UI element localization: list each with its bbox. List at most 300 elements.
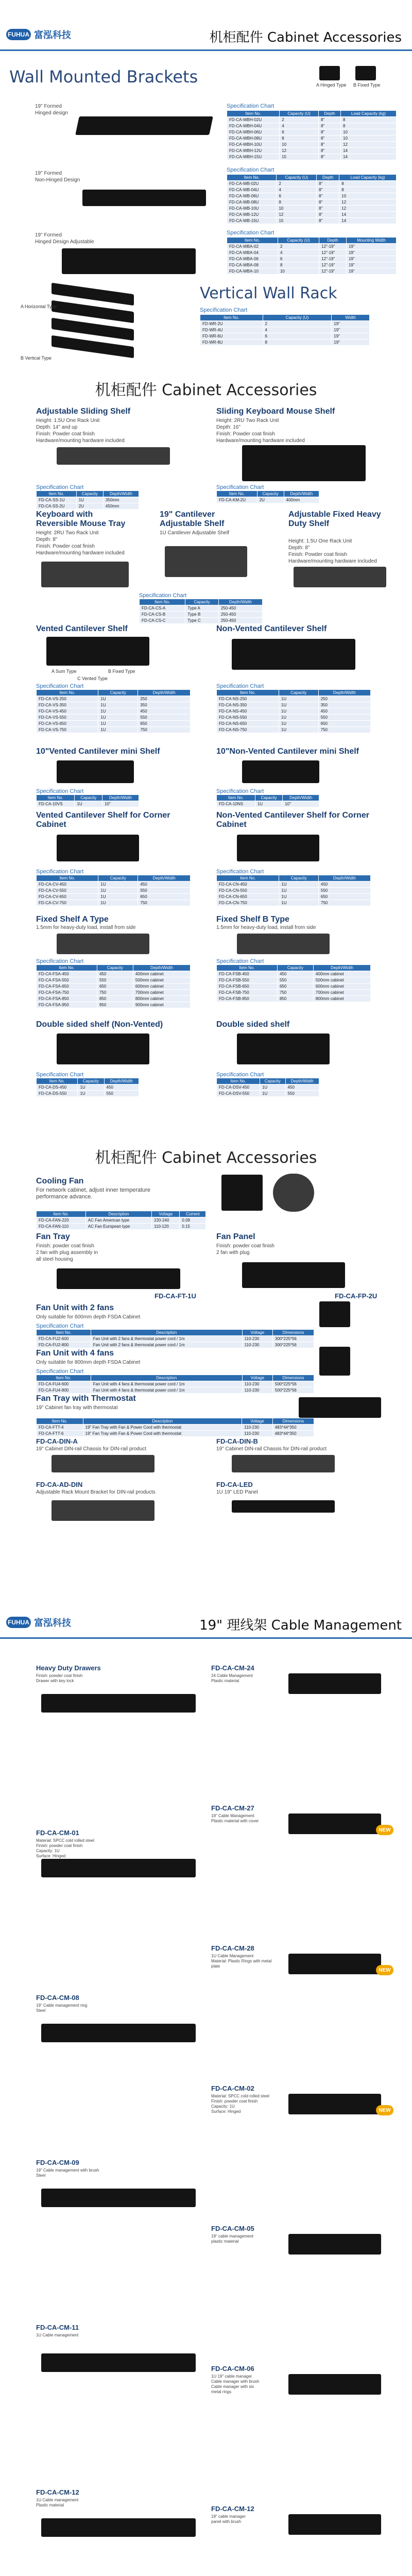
table-cell: 350mm	[103, 497, 139, 503]
table-header-cell: Capacity	[75, 795, 102, 801]
table-cell: 450	[318, 882, 370, 888]
wall-bracket-adjustable-image	[62, 248, 196, 274]
table-header-cell: Item No.	[37, 1078, 78, 1084]
spec-table-mini-nonvented	[216, 794, 319, 807]
table-row	[227, 206, 397, 212]
table-cell: FD-CA-CN-550	[217, 888, 279, 894]
table-header-cell: Depth/Width	[102, 795, 139, 801]
product-10in-vented-mini: 10"Vented Cantilever mini Shelf	[36, 747, 160, 756]
table-cell: 1U	[98, 727, 138, 733]
table-cell: 1U	[98, 900, 138, 906]
table-cell: 19"	[346, 250, 396, 256]
table-cell: 4	[263, 327, 332, 333]
table-cell: 250	[318, 696, 370, 702]
brand-name-cn: 富泓科技	[34, 30, 71, 41]
table-row	[227, 148, 397, 154]
table-cell: 1U	[279, 696, 318, 702]
table-header-cell: Capacity	[76, 491, 103, 497]
vwr-type-b-label: B Vertical Type	[21, 355, 52, 361]
table-cell: FD-CA-FSB-450	[217, 971, 278, 977]
wall-bracket-hinged-image	[75, 116, 213, 135]
table-row	[227, 244, 397, 250]
cm-item-desc: 19" Cable management with brush Steel	[36, 2168, 99, 2178]
table-row	[200, 340, 370, 346]
table-cell: 483*44*350	[272, 1425, 314, 1431]
cm-item-code: FD-CA-CM-27	[211, 1804, 254, 1812]
table-header-cell: Item No.	[37, 965, 97, 971]
table-cell: FD-CA-KM-2U	[217, 497, 258, 503]
product-desc-fan-unit-2: Only suitable for 600mm depth FSDA Cabinet	[36, 1314, 141, 1320]
table-cell: 19" Fan Tray with Fan & Power Cord with thermostat	[83, 1431, 242, 1437]
table-cell: 2	[277, 181, 317, 187]
table-header-cell: Depth/Width	[103, 491, 139, 497]
fan-panel-code: FD-CA-FP-2U	[335, 1292, 377, 1300]
table-cell: Fan Unit with 4 fans & thermostat power cord / 1m	[91, 1387, 242, 1394]
product-desc-13: 1.5mm for heavy-duty load, install from side	[216, 925, 316, 930]
spec-label-fu2: Specification Chart	[36, 1323, 84, 1329]
product-desc-fan-unit-4: Only suitable for 800mm depth FSDA Cabinet	[36, 1360, 141, 1365]
spec-label-3: Specification Chart	[227, 230, 274, 236]
table-cell: 19"	[332, 321, 370, 327]
table-cell: 1U	[78, 1084, 104, 1091]
din-b-image	[232, 1455, 335, 1472]
spec-table-thermostat	[36, 1418, 314, 1437]
table-cell: FD-CA-NS-450	[217, 708, 279, 715]
table-cell: FD-CA-CV-650	[37, 894, 98, 900]
table-cell: 750	[97, 990, 133, 996]
cm-item-image	[41, 2353, 196, 2372]
table-cell: 250-450	[218, 618, 262, 624]
table-cell: FD-CA-FTT-4	[37, 1425, 83, 1431]
table-cell: FD-CA-10NS	[217, 801, 255, 807]
table-header-cell: Capacity	[78, 1078, 104, 1084]
table-header-cell: Depth/Width	[285, 1078, 319, 1084]
table-cell: 350	[318, 702, 370, 708]
table-header-cell: Item No.	[140, 599, 185, 605]
product-vented-corner: Vented Cantilever Shelf for Corner Cabinet	[36, 811, 170, 829]
table-header-cell: Item No.	[37, 1418, 83, 1425]
spec-label-acc-m: Specification Chart	[216, 1072, 264, 1078]
table-cell: 750	[277, 990, 313, 996]
table-cell: 1U	[279, 721, 318, 727]
table-cell: 12"-19"	[319, 250, 347, 256]
table-cell: 12	[339, 199, 397, 206]
table-header-cell: Depth/Width	[138, 690, 191, 696]
table-cell: FD-CA-WB-08U	[227, 199, 277, 206]
table-row	[217, 984, 371, 990]
table-cell: 1U	[76, 497, 103, 503]
table-cell: 2U	[76, 503, 103, 510]
table-cell: FD-CA-FSA-650	[37, 984, 97, 990]
table-cell: FD-CA-WBH-02U	[227, 117, 280, 123]
table-header-cell: Dimensions	[272, 1418, 314, 1425]
table-cell: 19"	[346, 256, 396, 262]
table-cell: 2	[278, 244, 319, 250]
table-cell: FD-CA-WBH-06U	[227, 129, 280, 135]
table-header-cell: Mounting Width	[346, 238, 396, 244]
heavy-duty-shelf-image	[294, 567, 386, 587]
vented-corner-image	[57, 835, 139, 861]
din-b-code: FD-CA-DIN-B	[216, 1437, 258, 1445]
table-cell: 650	[318, 721, 370, 727]
table-row	[217, 715, 371, 721]
table-cell: 12"-19"	[319, 268, 347, 275]
table-cell: FD-CA-DS-450	[37, 1084, 78, 1091]
table-cell: FD-CA-WB-10U	[227, 206, 277, 212]
table-cell: 800mm cabinet	[313, 996, 370, 1002]
table-cell: 8"	[317, 206, 339, 212]
product-adjustable-sliding-shelf: Adjustable Sliding Shelf	[36, 407, 131, 416]
fan-tray-code: FD-CA-FT-1U	[154, 1292, 196, 1300]
spec-table-fan-unit-4	[36, 1375, 314, 1394]
table-cell: FD-CA-FTT-6	[37, 1431, 83, 1437]
table-cell: 550	[285, 1091, 319, 1097]
spec-table-vented-corner	[36, 875, 191, 906]
nonvented-corner-image	[237, 835, 319, 861]
table-cell: 10	[280, 142, 319, 148]
keyboard-shelf-image	[242, 445, 366, 481]
table-cell: 450	[97, 971, 133, 977]
table-cell: 1U	[98, 715, 138, 721]
table-cell: 8	[263, 340, 332, 346]
table-cell: 550	[138, 888, 191, 894]
cm-item-code: FD-CA-CM-02	[211, 2084, 254, 2092]
table-cell: 6	[278, 256, 319, 262]
table-cell: 500*225*56	[273, 1381, 314, 1387]
table-cell: 1U	[98, 894, 138, 900]
table-header-cell: Depth/Width	[283, 795, 319, 801]
table-cell: 19"	[332, 333, 370, 340]
table-cell: 12	[339, 206, 397, 212]
table-row	[217, 696, 371, 702]
table-cell: 12"-19"	[319, 262, 347, 268]
table-row	[227, 199, 397, 206]
table-row	[140, 605, 263, 612]
table-row	[217, 1091, 319, 1097]
table-cell: 250-450	[218, 605, 262, 612]
product-fan-tray-thermostat: Fan Tray with Thermostat	[36, 1394, 136, 1403]
table-cell: FD-CA-FSA-450	[37, 971, 97, 977]
cm-item-code: FD-CA-CM-11	[36, 2324, 79, 2331]
table-cell: 483*44*350	[272, 1431, 314, 1437]
cm-item-desc: 19" Cable Management Plastic material with cover	[211, 1814, 259, 1823]
product-desc-fan: For network cabinet, adjust inner temperature performance advance.	[36, 1187, 150, 1200]
table-cell: 110-230	[242, 1342, 272, 1348]
table-header-cell: Dimensions	[273, 1375, 314, 1381]
cm-item-image	[41, 2518, 196, 2537]
spec-table-keyboard	[216, 490, 319, 503]
cm-item-code: FD-CA-CM-12	[36, 2488, 79, 2496]
spec-label-fu4: Specification Chart	[36, 1368, 84, 1375]
vwr-spec-table	[200, 314, 370, 346]
table-row	[37, 984, 191, 990]
table-cell: 1U	[98, 708, 138, 715]
cm-item-image	[41, 2189, 196, 2207]
table-cell: FD-CA-WBA-04	[227, 250, 278, 256]
table-cell: 550	[138, 715, 191, 721]
table-cell: FD-CA-NS-750	[217, 727, 279, 733]
table-cell: 10	[341, 129, 397, 135]
table-cell: FD-CA-NS-550	[217, 715, 279, 721]
table-cell: 8	[339, 181, 397, 187]
brand-name-cn-2: 富泓科技	[34, 1618, 71, 1629]
table-cell: 19"	[346, 262, 396, 268]
vented-type-c-label: C Vented Type	[77, 676, 108, 681]
table-cell: 450	[277, 971, 313, 977]
fan-unit-4-image	[319, 1347, 350, 1376]
table-cell: Type C	[185, 618, 218, 624]
cm-item-image	[288, 2374, 381, 2395]
table-header-cell: Item No.	[227, 111, 280, 117]
header-title: 机柜配件 Cabinet Accessories	[209, 30, 402, 45]
double-nonvented-image	[57, 1033, 149, 1064]
cm-item-code: Heavy Duty Drawers	[36, 1664, 101, 1672]
cm-item-image	[41, 1859, 196, 1877]
table-header-cell: Depth/Width	[313, 965, 370, 971]
table-header-cell: Capacity	[257, 491, 284, 497]
table-cell: FD-CA-DSV-550	[217, 1091, 260, 1097]
product-fan-panel: Fan Panel	[216, 1232, 255, 1241]
product-cantilever-adjustable: 19" Cantilever Adjustable Shelf	[160, 510, 225, 528]
table-cell: 750	[318, 727, 370, 733]
mini-nonvented-image	[242, 760, 319, 783]
table-cell: 4	[278, 250, 319, 256]
table-row	[217, 900, 371, 906]
table-cell: 220-240	[152, 1217, 180, 1224]
table-cell: FD-CA-WB-06U	[227, 193, 277, 199]
table-cell: 0.15	[180, 1224, 206, 1230]
type-b-image	[355, 66, 376, 80]
table-cell: 8"	[317, 218, 339, 224]
fixed-shelf-b-image	[237, 934, 330, 954]
table-row	[217, 888, 371, 894]
table-row	[227, 212, 397, 218]
table-cell: 12	[341, 142, 397, 148]
spec-table-cantilever	[139, 599, 263, 624]
wall-spec-table-2	[227, 174, 397, 224]
product-vented-cantilever: Vented Cantilever Shelf	[36, 624, 128, 633]
table-row	[227, 154, 397, 160]
table-row	[217, 801, 319, 807]
product-desc-1: Height: 1.5U One Rack Unit Depth: 14" and up Finish: Powder coat finish Hardware/mounting hardware included	[36, 418, 125, 444]
table-cell: 15	[280, 154, 319, 160]
table-cell: 19"	[332, 327, 370, 333]
table-cell: Type A	[185, 605, 218, 612]
table-row	[37, 990, 191, 996]
table-cell: FD-CA-FU2-800	[37, 1342, 91, 1348]
table-cell: FD-CA-FU4-800	[37, 1387, 91, 1394]
table-cell: Fan Unit with 2 fans & thermostat power cord / 1m	[91, 1342, 242, 1348]
table-cell: 10"	[102, 801, 139, 807]
table-cell: 6	[277, 193, 317, 199]
table-row	[37, 1084, 139, 1091]
cantilever-adjustable-image	[165, 546, 247, 577]
table-header-cell: Capacity	[255, 795, 282, 801]
table-cell: FD-CA-WBA-02	[227, 244, 278, 250]
table-header-cell: Depth	[319, 238, 347, 244]
table-row	[227, 268, 397, 275]
table-row	[227, 256, 397, 262]
table-cell: 110-230	[242, 1336, 272, 1342]
table-cell: 800mm cabinet	[133, 996, 190, 1002]
table-row	[217, 990, 371, 996]
table-header-cell: Capacity	[279, 690, 318, 696]
led-panel-image	[232, 1500, 335, 1513]
table-cell: FD-CA-FAN-110	[37, 1224, 86, 1230]
table-cell: 110-120	[152, 1224, 180, 1230]
table-cell: 450	[138, 882, 191, 888]
table-header-cell: Capacity	[260, 1078, 286, 1084]
din-a-image	[52, 1455, 154, 1472]
table-cell: FD-CA-FSB-550	[217, 977, 278, 984]
table-row	[217, 882, 371, 888]
table-cell: 8"	[318, 135, 340, 142]
table-header-cell: Item No.	[217, 491, 258, 497]
table-header-cell: Depth	[317, 175, 339, 181]
table-cell: 10	[278, 268, 319, 275]
table-row	[37, 702, 191, 708]
cm-item-image	[288, 1954, 381, 1974]
table-cell: 19"	[346, 268, 396, 275]
table-cell: FD-CA-VS-350	[37, 702, 98, 708]
table-header-cell: Item No.	[200, 315, 263, 321]
new-badge: NEW	[376, 2105, 393, 2115]
table-row	[227, 135, 397, 142]
table-cell: FD-WR-4U	[200, 327, 263, 333]
table-cell: FD-CA-CN-750	[217, 900, 279, 906]
table-row	[37, 1224, 206, 1230]
product-10in-nonvented-mini: 10"Non-Vented Cantilever mini Shelf	[216, 747, 359, 756]
product-cooling-fan: Cooling Fan	[36, 1177, 84, 1185]
table-cell: 14	[341, 148, 397, 154]
brand-logo	[6, 27, 71, 42]
table-header-cell: Capacity (U)	[277, 175, 317, 181]
product-desc-fan-panel: Finish: powder coat finish 2 fan with plug	[216, 1243, 274, 1256]
spec-label-2: Specification Chart	[227, 167, 274, 173]
table-header-cell: Capacity	[279, 875, 319, 882]
table-cell: FD-CA-DS-550	[37, 1091, 78, 1097]
table-cell: 19" Fan Tray with Fan & Power Cord with thermostat	[83, 1425, 242, 1431]
table-cell: FD-CA-WBA-10	[227, 268, 278, 275]
table-cell: 1U	[98, 696, 138, 702]
mini-vented-image	[57, 760, 134, 783]
spec-table-double-a	[36, 1078, 139, 1097]
table-row	[37, 894, 191, 900]
table-row	[37, 882, 191, 888]
din-a-desc: 19" Cabinet DIN-rail Chassis for DIN-rail product	[36, 1446, 147, 1452]
din-b-desc: 19" Cabinet DIN-rail Chassis for DIN-rail product	[216, 1446, 327, 1452]
product-desc-2: Height: 2RU Two Rack Unit Depth: 16" Finish: Powder coat finish Hardware/mounting hardware included	[216, 418, 305, 444]
table-cell: 6	[263, 333, 332, 340]
cm-item-desc: 19" cable manager panel with brush	[211, 2514, 246, 2524]
table-cell: 450	[138, 708, 191, 715]
product-fan-unit-2: Fan Unit with 2 fans	[36, 1303, 114, 1312]
wall-label-1: 19" Formed Hinged design	[35, 104, 68, 116]
wall-label-3: 19" Formed Hinged Design Adjustable	[35, 232, 94, 245]
cm-item-image	[288, 2094, 381, 2114]
table-cell: 2	[263, 321, 332, 327]
table-cell: FD-CA-CV-750	[37, 900, 98, 906]
table-cell: 650	[138, 894, 191, 900]
table-cell: 8	[339, 187, 397, 193]
table-cell: 110-230	[242, 1425, 273, 1431]
din-ad-code: FD-CA-AD-DIN	[36, 1481, 83, 1488]
table-row	[37, 503, 139, 510]
table-header-cell: Dimensions	[273, 1330, 314, 1336]
vented-type-b-label: B Fixed Type	[108, 669, 135, 674]
product-keyboard-mouse-tray: Keyboard with Reversible Mouse Tray	[36, 510, 126, 528]
cm-item-image	[288, 1673, 381, 1694]
table-cell: 8	[277, 199, 317, 206]
brand-logo-2	[6, 1615, 71, 1630]
table-cell: 12"-19"	[319, 256, 347, 262]
product-desc-3: Height: 2RU Two Rack Unit Depth: 8" Finish: Powder coat finish Hardware/mounting hardware included	[36, 530, 125, 556]
spec-table-sliding	[36, 490, 139, 510]
table-header-cell: Depth	[318, 111, 340, 117]
fan-tray-thermostat-image	[299, 1397, 381, 1418]
table-row	[217, 971, 371, 977]
product-double-sided: Double sided shelf	[216, 1020, 290, 1029]
table-cell: FD-CA-WBA-08	[227, 262, 278, 268]
table-cell: 8	[278, 262, 319, 268]
table-row	[37, 1381, 314, 1387]
table-row	[200, 321, 370, 327]
type-a-image	[319, 66, 340, 80]
table-cell: 1U	[279, 727, 318, 733]
table-cell: FD-CA-FU2-600	[37, 1336, 91, 1342]
table-row	[227, 181, 397, 187]
table-cell: FD-CA-VS-750	[37, 727, 98, 733]
vwr-type-a-label: A Horizontal Type	[21, 304, 57, 309]
cm-item-desc: 19" cable management plastic material	[211, 2234, 254, 2244]
table-header-cell: Capacity	[98, 875, 138, 882]
table-cell: 650	[318, 894, 370, 900]
cm-item-code: FD-CA-CM-12	[211, 2505, 254, 2513]
table-cell: 350	[138, 702, 191, 708]
table-cell: 1U	[279, 702, 318, 708]
table-row	[227, 250, 397, 256]
spec-label-acc-h: Specification Chart	[36, 869, 84, 875]
keyboard-tray-image	[41, 562, 129, 587]
cm-item-desc: 1U Cable management Plastic material	[36, 2498, 79, 2507]
table-row	[217, 1084, 319, 1091]
product-double-sided-nonvented: Double sided shelf (Non-Vented)	[36, 1020, 163, 1029]
cm-item-code: FD-CA-CM-09	[36, 2159, 79, 2166]
led-code: FD-CA-LED	[216, 1481, 253, 1488]
cm-item-desc: 1U Cable management	[36, 2333, 79, 2337]
table-header-cell: Item No.	[227, 175, 277, 181]
table-cell: 1U	[279, 715, 318, 721]
table-cell: 4	[280, 123, 319, 129]
table-cell: 8"	[318, 154, 340, 160]
vwr-spec-label: Specification Chart	[200, 307, 248, 313]
product-desc-thermostat: 19" Cabinet fan tray with thermostat	[36, 1405, 118, 1411]
table-cell: FD-CA-FSA-750	[37, 990, 97, 996]
table-cell: 10	[341, 135, 397, 142]
table-cell: 6	[280, 129, 319, 135]
table-header-cell: Depth/Width	[318, 690, 370, 696]
table-row	[37, 1387, 314, 1394]
vented-cantilever-image	[46, 637, 149, 666]
table-cell: FD-CA-SS-2U	[37, 503, 77, 510]
table-row	[37, 497, 139, 503]
table-cell: 1U	[78, 1091, 104, 1097]
cm-item-code: FD-CA-CM-06	[211, 2365, 254, 2372]
cm-item-code: FD-CA-CM-01	[36, 1829, 79, 1837]
table-cell: 2	[280, 117, 319, 123]
table-cell: AC Fan European type	[85, 1224, 151, 1230]
cm-item-code: FD-CA-CM-05	[211, 2225, 254, 2232]
